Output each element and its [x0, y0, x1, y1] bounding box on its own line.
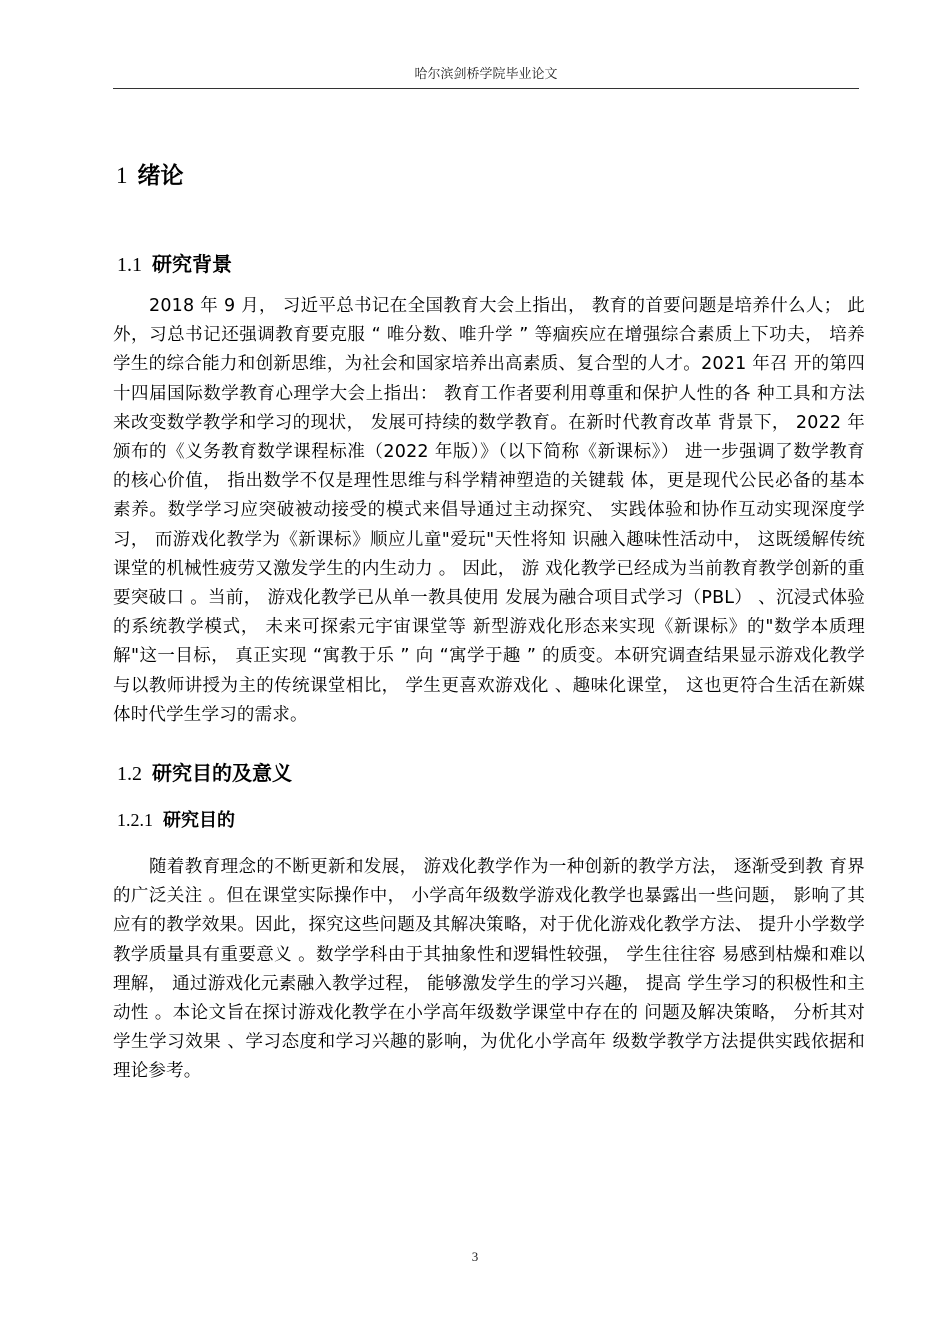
subsection-heading-purpose [117, 807, 235, 834]
background-paragraph: 2018 年 9 月， 习近平总书记在全国教育大会上指出， 教育的首要问题是培养什么人； 此外，习总书记还强调教育要克服 “ 唯分数、唯升学 ” 等痼疾应在增强综合素质上下功夫， 培养学生的综合能力和创新思维，为社会和国家培养出高素质、复合型的人才。2021 年召 开的第四十四届国际数学教育心理学大会上指出： 教育工作者要利用尊重和保护人性的各 种工具和方法来改变数学教学和学习的现状， 发展可持续的数学教育。在新时代教育改革 背景下， 2022 年颁布的《义务教育数学课程标准（2022 年版）》（以下简称《新课标》） 进一步强调了数学教育的核心价值， 指出数学不仅是理性思维与科学精神塑造的关键载 体，更是现代公民必备的基本素养。数学学习应突破被动接受的模式来倡导通过主动探究、 实践体验和协作互动实现深度学习， 而游戏化教学为《新课标》顺应儿童"爱玩"天性将知 识融入趣味性活动中， 这既缓解传统课堂的机械性疲劳又激发学生的内生动力 。 因此， 游 戏化教学已经成为当前教育教学创新的重要突破口 。当前， 游戏化教学已从单一教具使用 发展为融合项目式学习（PBL） 、沉浸式体验的系统教学模式， 未来可探索元宇宙课堂等 新型游戏化形态来实现《新课标》的"数学本质理解"这一目标， 真正实现 “寓教于乐 ” 向 “寓学于趣 ” 的质变。本研究调查结果显示游戏化教学与以教师讲授为主的传统课堂相比， 学生更喜欢游戏化 、趣味化课堂， 这也更符合生活在新媒体时代学生学习的需求。 [113, 296, 865, 725]
chapter-number: 1 [116, 163, 128, 188]
section-title: 研究背景 [152, 252, 232, 276]
chapter-heading [116, 161, 184, 191]
subsection-number: 1.2.1 [117, 810, 153, 830]
header-divider [113, 88, 859, 89]
subsection-title: 研究目的 [163, 810, 235, 831]
chapter-title: 绪论 [137, 163, 184, 189]
purpose-paragraph: 随着教育理念的不断更新和发展， 游戏化教学作为一种创新的教学方法， 逐渐受到教 育界的广泛关注 。但在课堂实际操作中， 小学高年级数学游戏化教学也暴露出一些问题， 影响了其应有的教学效果。因此，探究这些问题及其解决策略，对于优化游戏化教学方法、 提升小学数学教学质量具有重要意义 。数学学科由于其抽象性和逻辑性较强， 学生往往容 易感到枯燥和难以理解， 通过游戏化元素融入教学过程， 能够激发学生的学习兴趣， 提高 学生学习的积极性和主动性 。本论文旨在探讨游戏化教学在小学高年级数学课堂中存在的 问题及解决策略， 分析其对学生学习效果 、学习态度和学习兴趣的影响，为优化小学高年 级数学教学方法提供实践依据和理论参考。 [113, 857, 865, 1082]
running-header: 哈尔滨剑桥学院毕业论文 [414, 67, 558, 82]
section-number: 1.2 [117, 763, 142, 785]
page-number: 3 [471, 1249, 479, 1264]
section-heading-background [117, 250, 232, 279]
section-number: 1.1 [117, 254, 142, 276]
section-title: 研究目的及意义 [152, 761, 292, 785]
section-heading-purpose-significance [117, 759, 292, 788]
